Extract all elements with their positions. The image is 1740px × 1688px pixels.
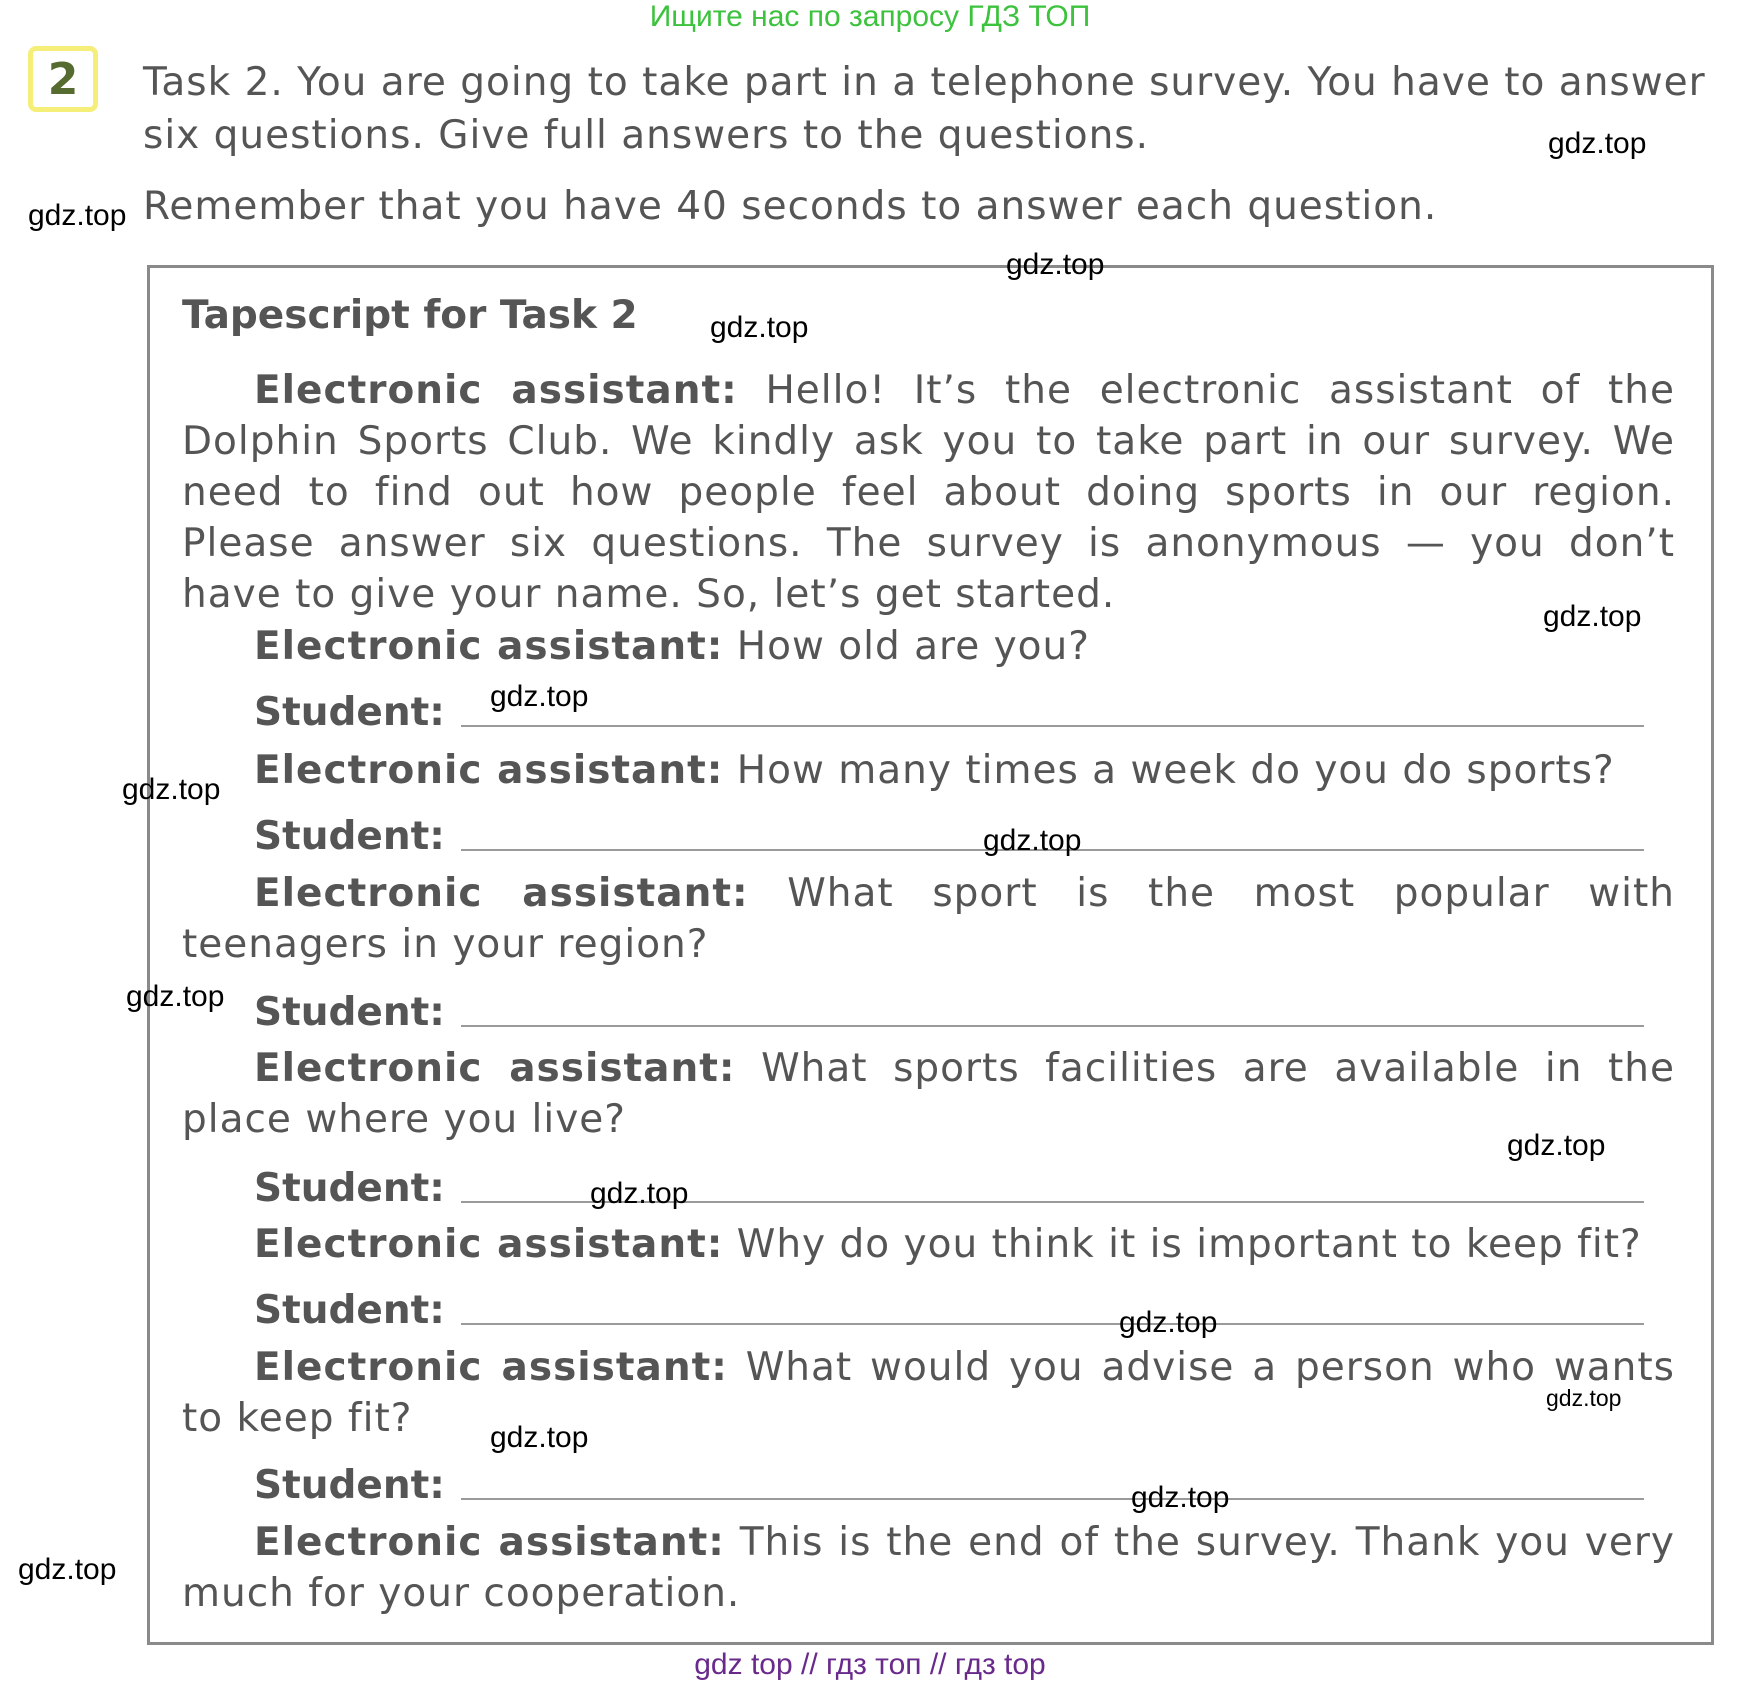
student-label: Student: bbox=[254, 690, 445, 735]
time-reminder: Remember that you have 40 seconds to answer each question. bbox=[143, 184, 1438, 229]
student-answer-6 bbox=[254, 1463, 1644, 1508]
question-text: Why do you think it is important to keep fit? bbox=[736, 1222, 1642, 1267]
speaker-label: Electronic assistant: bbox=[254, 871, 749, 916]
watermark: gdz.top bbox=[1548, 127, 1647, 160]
assistant-question-5 bbox=[182, 1219, 1675, 1270]
task-number-badge: 2 bbox=[28, 46, 98, 112]
watermark: gdz.top bbox=[1507, 1129, 1606, 1162]
watermark: gdz.top bbox=[710, 311, 809, 344]
student-label: Student: bbox=[254, 1288, 445, 1333]
speaker-label: Electronic assistant: bbox=[254, 1222, 724, 1267]
watermark: gdz.top bbox=[1131, 1481, 1230, 1514]
assistant-question-3 bbox=[182, 868, 1675, 970]
closing-text: This is the end of the survey. Thank you very much for your cooperation. bbox=[182, 1520, 1675, 1616]
question-text: What sports facilities are available in the place where you live? bbox=[182, 1046, 1675, 1142]
student-label: Student: bbox=[254, 1166, 445, 1211]
tapescript-title: Tapescript for Task 2 bbox=[182, 293, 638, 338]
assistant-closing bbox=[182, 1517, 1675, 1619]
assistant-question-1 bbox=[182, 621, 1675, 672]
student-answer-2 bbox=[254, 814, 1644, 859]
watermark: gdz.top bbox=[18, 1553, 117, 1586]
intro-text: Hello! It’s the electronic assistant of the Dolphin Sports Club. We kindly ask you to take part in our survey. We need to find out how people feel about doing sports in our region. Please answer six questions. The survey is anonymous — you don’t have to give your name. So, let’s get started. bbox=[182, 368, 1675, 617]
answer-line bbox=[461, 724, 1644, 727]
student-answer-5 bbox=[254, 1288, 1644, 1333]
answer-line bbox=[461, 1024, 1644, 1027]
watermark: gdz.top bbox=[590, 1177, 689, 1210]
assistant-intro bbox=[182, 365, 1675, 620]
student-answer-1 bbox=[254, 690, 1644, 735]
speaker-label: Electronic assistant: bbox=[254, 624, 724, 669]
student-label: Student: bbox=[254, 1463, 445, 1508]
watermark: gdz.top bbox=[1546, 1385, 1622, 1411]
watermark: gdz.top bbox=[490, 1421, 589, 1454]
question-text: What would you advise a person who wants to keep fit? bbox=[182, 1345, 1676, 1441]
watermark: gdz.top bbox=[983, 824, 1082, 857]
question-text: What sport is the most popular with teenagers in your region? bbox=[182, 871, 1675, 967]
student-label: Student: bbox=[254, 814, 445, 859]
watermark: gdz.top bbox=[1119, 1306, 1218, 1339]
watermark: gdz.top bbox=[28, 199, 127, 232]
footer-watermark: gdz top // гдз топ // гдз top bbox=[694, 1648, 1046, 1681]
assistant-question-2 bbox=[182, 745, 1675, 796]
speaker-label: Electronic assistant: bbox=[254, 1520, 725, 1565]
watermark: gdz.top bbox=[122, 773, 221, 806]
assistant-question-6 bbox=[182, 1342, 1675, 1444]
speaker-label: Electronic assistant: bbox=[254, 1046, 736, 1091]
watermark: gdz.top bbox=[126, 980, 225, 1013]
student-answer-3 bbox=[254, 990, 1644, 1035]
speaker-label: Electronic assistant: bbox=[254, 368, 738, 413]
speaker-label: Electronic assistant: bbox=[254, 748, 724, 793]
watermark: gdz.top bbox=[1006, 248, 1105, 281]
answer-line bbox=[461, 1497, 1644, 1500]
student-label: Student: bbox=[254, 990, 445, 1035]
search-banner: Ищите нас по запросу ГДЗ ТОП bbox=[649, 0, 1091, 33]
task-instructions: Task 2. You are going to take part in a telephone survey. You have to answer six questions. Give full answers to the questions. bbox=[143, 60, 1706, 158]
answer-line bbox=[461, 1322, 1644, 1325]
student-answer-4 bbox=[254, 1166, 1644, 1211]
assistant-question-4 bbox=[182, 1043, 1675, 1145]
speaker-label: Electronic assistant: bbox=[254, 1345, 728, 1390]
watermark: gdz.top bbox=[490, 680, 589, 713]
question-text: How old are you? bbox=[736, 624, 1090, 669]
watermark: gdz.top bbox=[1543, 600, 1642, 633]
question-text: How many times a week do you do sports? bbox=[736, 748, 1615, 793]
